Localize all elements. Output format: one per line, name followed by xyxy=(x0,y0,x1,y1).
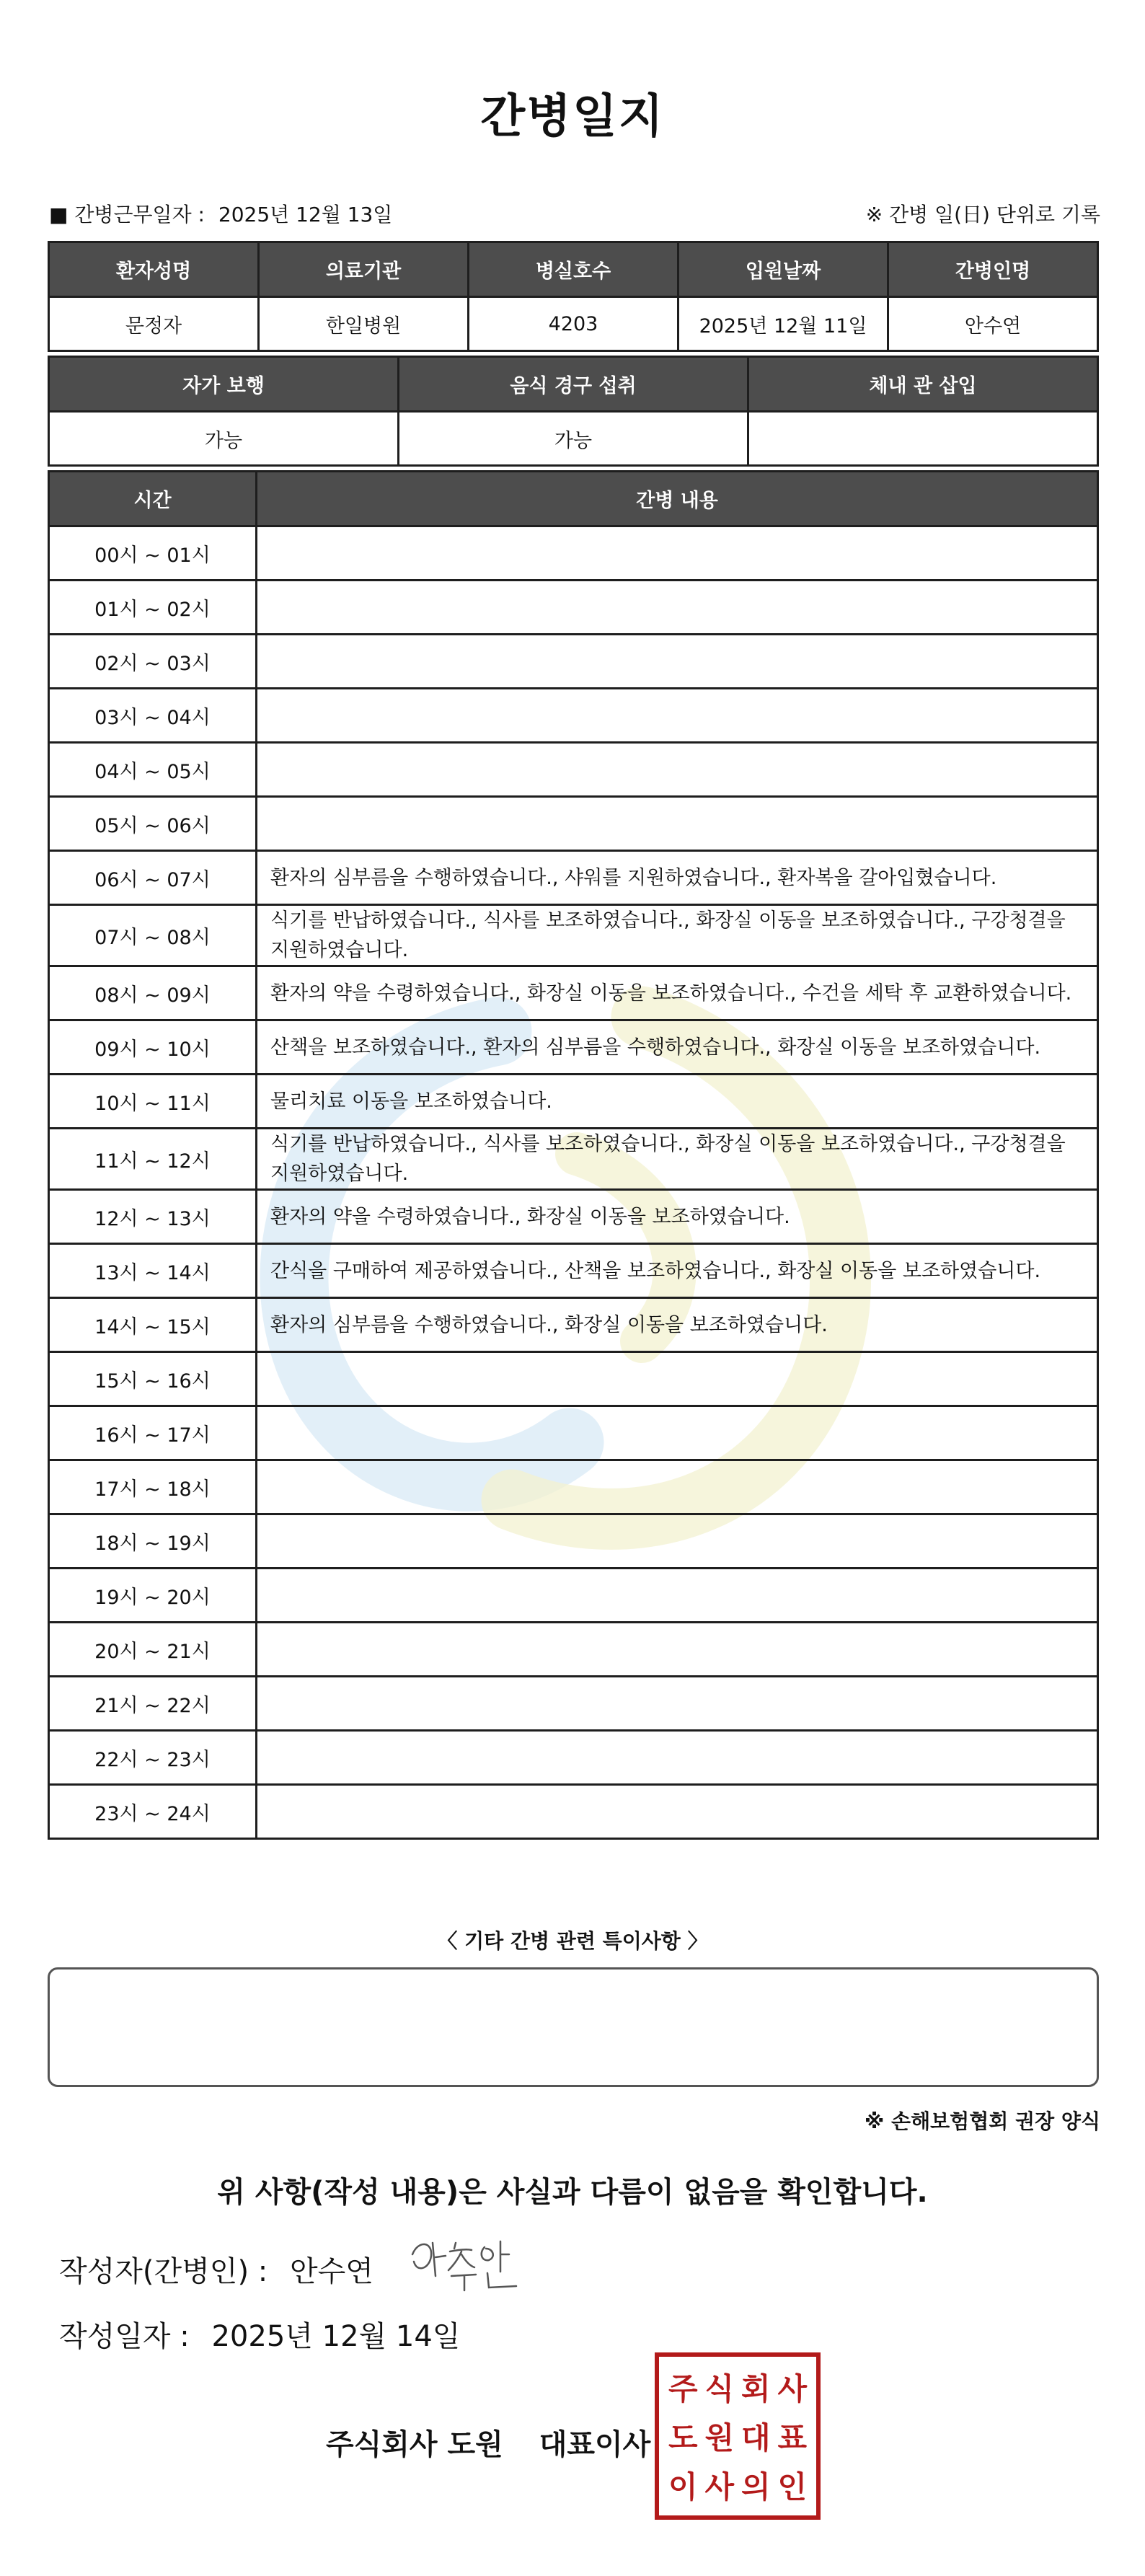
care-log-time: 08시 ~ 09시 xyxy=(49,966,257,1020)
care-log-row xyxy=(49,1244,1098,1298)
care-log-row xyxy=(49,581,1098,635)
stamp-character: 사 xyxy=(777,2371,808,2407)
care-log-time: 03시 ~ 04시 xyxy=(49,689,257,743)
care-log-time: 07시 ~ 08시 xyxy=(49,905,257,966)
care-log-note xyxy=(257,1731,1098,1785)
patient-info-value-row xyxy=(49,297,1098,351)
care-log-note xyxy=(257,581,1098,635)
company-seal-stamp xyxy=(655,2352,821,2520)
care-log-note: 식기를 반납하였습니다., 식사를 보조하였습니다., 화장실 이동을 보조하였습니다., 구강청결을 지원하였습니다. xyxy=(257,905,1098,966)
written-date-value: 2025년 12월 14일 xyxy=(211,2320,461,2353)
header-caregiver: 간병인명 xyxy=(888,242,1098,297)
room-number: 4203 xyxy=(469,297,678,351)
care-log-row xyxy=(49,1460,1098,1514)
care-log-time: 15시 ~ 16시 xyxy=(49,1352,257,1406)
header-time: 시간 xyxy=(49,472,257,526)
writer-label: 작성자(간병인) : xyxy=(59,2255,268,2288)
patient-status-header-row xyxy=(49,357,1098,412)
care-log-time: 19시 ~ 20시 xyxy=(49,1569,257,1623)
caregiver-name: 안수연 xyxy=(888,297,1098,351)
care-log-note xyxy=(257,1623,1098,1677)
care-log-table xyxy=(48,470,1099,1840)
care-log-note xyxy=(257,1569,1098,1623)
care-log-note: 간식을 구매하여 제공하였습니다., 산책을 보조하였습니다., 화장실 이동을 보조하였습니다. xyxy=(257,1244,1098,1298)
care-log-header-row xyxy=(49,472,1098,526)
company-name: 주식회사 도원 xyxy=(326,2428,503,2461)
hospital-name: 한일병원 xyxy=(259,297,469,351)
care-log-time: 09시 ~ 10시 xyxy=(49,1020,257,1075)
care-log-row xyxy=(49,1514,1098,1569)
care-log-row xyxy=(49,851,1098,905)
care-log-time: 00시 ~ 01시 xyxy=(49,526,257,581)
stamp-character: 대 xyxy=(741,2420,771,2456)
stamp-character: 도 xyxy=(668,2420,698,2456)
care-log-note xyxy=(257,797,1098,851)
care-log-row xyxy=(49,1623,1098,1677)
care-log-note xyxy=(257,635,1098,689)
care-log-row xyxy=(49,526,1098,581)
care-log-note xyxy=(257,743,1098,797)
care-log-note: 환자의 심부름을 수행하였습니다., 샤워를 지원하였습니다., 환자복을 갈아입혔습니다. xyxy=(257,851,1098,905)
work-date xyxy=(49,199,392,228)
admission-date: 2025년 12월 11일 xyxy=(678,297,888,351)
care-log-note xyxy=(257,1785,1098,1839)
stamp-character: 사 xyxy=(704,2469,735,2505)
recommend-note: ※ 손해보험협회 권장 양식 xyxy=(865,2109,1100,2133)
care-log-body xyxy=(49,526,1098,1839)
header-tube-insertion: 체내 관 삽입 xyxy=(748,357,1098,412)
care-log-note: 물리치료 이동을 보조하였습니다. xyxy=(257,1075,1098,1129)
care-log-time: 21시 ~ 22시 xyxy=(49,1677,257,1731)
care-log-time: 11시 ~ 12시 xyxy=(49,1129,257,1190)
care-log-row xyxy=(49,743,1098,797)
care-log-note: 식기를 반납하였습니다., 식사를 보조하였습니다., 화장실 이동을 보조하였습니다., 구강청결을 지원하였습니다. xyxy=(257,1129,1098,1190)
patient-info-header-row xyxy=(49,242,1098,297)
care-log-row xyxy=(49,689,1098,743)
care-log-note: 환자의 약을 수령하였습니다., 화장실 이동을 보조하였습니다., 수건을 세탁 후 교환하였습니다. xyxy=(257,966,1098,1020)
handwritten-signature xyxy=(404,2233,526,2298)
care-log-row xyxy=(49,966,1098,1020)
writer-name: 안수연 xyxy=(289,2255,373,2288)
patient-status-table xyxy=(48,356,1099,467)
work-date-label: ■ 간병근무일자 : xyxy=(49,203,205,226)
patient-status-value-row xyxy=(49,412,1098,466)
care-log-row xyxy=(49,1569,1098,1623)
care-log-time: 12시 ~ 13시 xyxy=(49,1190,257,1244)
care-log-time: 10시 ~ 11시 xyxy=(49,1075,257,1129)
header-hospital: 의료기관 xyxy=(259,242,469,297)
care-log-time: 20시 ~ 21시 xyxy=(49,1623,257,1677)
care-log-row xyxy=(49,1298,1098,1352)
care-log-time: 13시 ~ 14시 xyxy=(49,1244,257,1298)
care-log-row xyxy=(49,1731,1098,1785)
care-log-row xyxy=(49,1190,1098,1244)
care-log-time: 23시 ~ 24시 xyxy=(49,1785,257,1839)
care-log-row xyxy=(49,1352,1098,1406)
care-log-note xyxy=(257,689,1098,743)
remarks-box xyxy=(48,1967,1099,2087)
stamp-character: 식 xyxy=(704,2371,735,2407)
page-title: 간병일지 xyxy=(480,90,665,144)
header-room: 병실호수 xyxy=(469,242,678,297)
oral-intake-value: 가능 xyxy=(399,412,748,466)
stamp-character: 주 xyxy=(668,2371,698,2407)
header-admission-date: 입원날짜 xyxy=(678,242,888,297)
written-date-row xyxy=(59,2313,460,2355)
self-walking-value: 가능 xyxy=(49,412,399,466)
confirm-statement: 위 사항(작성 내용)은 사실과 다름이 없음을 확인합니다. xyxy=(217,2176,928,2209)
care-log-note xyxy=(257,1514,1098,1569)
care-log-time: 16시 ~ 17시 xyxy=(49,1406,257,1460)
header-self-walking: 자가 보행 xyxy=(49,357,399,412)
care-log-time: 18시 ~ 19시 xyxy=(49,1514,257,1569)
stamp-character: 이 xyxy=(668,2469,698,2505)
care-log-note xyxy=(257,1406,1098,1460)
stamp-character: 원 xyxy=(704,2420,735,2456)
written-date-label: 작성일자 : xyxy=(59,2320,190,2353)
patient-info-table xyxy=(48,241,1099,352)
care-log-row xyxy=(49,1020,1098,1075)
care-log-note: 산책을 보조하였습니다., 환자의 심부름을 수행하였습니다., 화장실 이동을 보조하였습니다. xyxy=(257,1020,1098,1075)
care-log-row xyxy=(49,797,1098,851)
care-log-row xyxy=(49,635,1098,689)
care-log-time: 14시 ~ 15시 xyxy=(49,1298,257,1352)
stamp-character: 표 xyxy=(777,2420,808,2456)
care-log-time: 02시 ~ 03시 xyxy=(49,635,257,689)
tube-insertion-value xyxy=(748,412,1098,466)
care-log-row xyxy=(49,1677,1098,1731)
header-patient-name: 환자성명 xyxy=(49,242,259,297)
care-log-note: 환자의 약을 수령하였습니다., 화장실 이동을 보조하였습니다. xyxy=(257,1190,1098,1244)
writer-row xyxy=(59,2249,373,2290)
care-log-time: 04시 ~ 05시 xyxy=(49,743,257,797)
stamp-grid xyxy=(665,2363,810,2510)
unit-note: ※ 간병 일(日) 단위로 기록 xyxy=(865,203,1100,226)
care-log-row xyxy=(49,905,1098,966)
care-log-time: 01시 ~ 02시 xyxy=(49,581,257,635)
stamp-character: 회 xyxy=(741,2371,771,2407)
stamp-character: 의 xyxy=(741,2469,771,2505)
care-log-time: 05시 ~ 06시 xyxy=(49,797,257,851)
care-log-row xyxy=(49,1406,1098,1460)
header-care-content: 간병 내용 xyxy=(257,472,1098,526)
care-log-time: 06시 ~ 07시 xyxy=(49,851,257,905)
care-log-row xyxy=(49,1129,1098,1190)
care-log-note xyxy=(257,1677,1098,1731)
patient-name: 문정자 xyxy=(49,297,259,351)
care-log-note xyxy=(257,526,1098,581)
company-representative: 대표이사 xyxy=(539,2428,651,2461)
stamp-character: 인 xyxy=(777,2469,808,2505)
care-log-note xyxy=(257,1352,1098,1406)
care-log-time: 22시 ~ 23시 xyxy=(49,1731,257,1785)
remarks-title: 〈 기타 간병 관련 특이사항 〉 xyxy=(437,1929,708,1953)
care-log-time: 17시 ~ 18시 xyxy=(49,1460,257,1514)
company-signature-line xyxy=(326,2422,650,2463)
care-log-row xyxy=(49,1075,1098,1129)
care-log-note: 환자의 심부름을 수행하였습니다., 화장실 이동을 보조하였습니다. xyxy=(257,1298,1098,1352)
care-log-row xyxy=(49,1785,1098,1839)
work-date-value: 2025년 12월 13일 xyxy=(218,203,393,226)
header-oral-intake: 음식 경구 섭취 xyxy=(399,357,748,412)
care-log-note xyxy=(257,1460,1098,1514)
